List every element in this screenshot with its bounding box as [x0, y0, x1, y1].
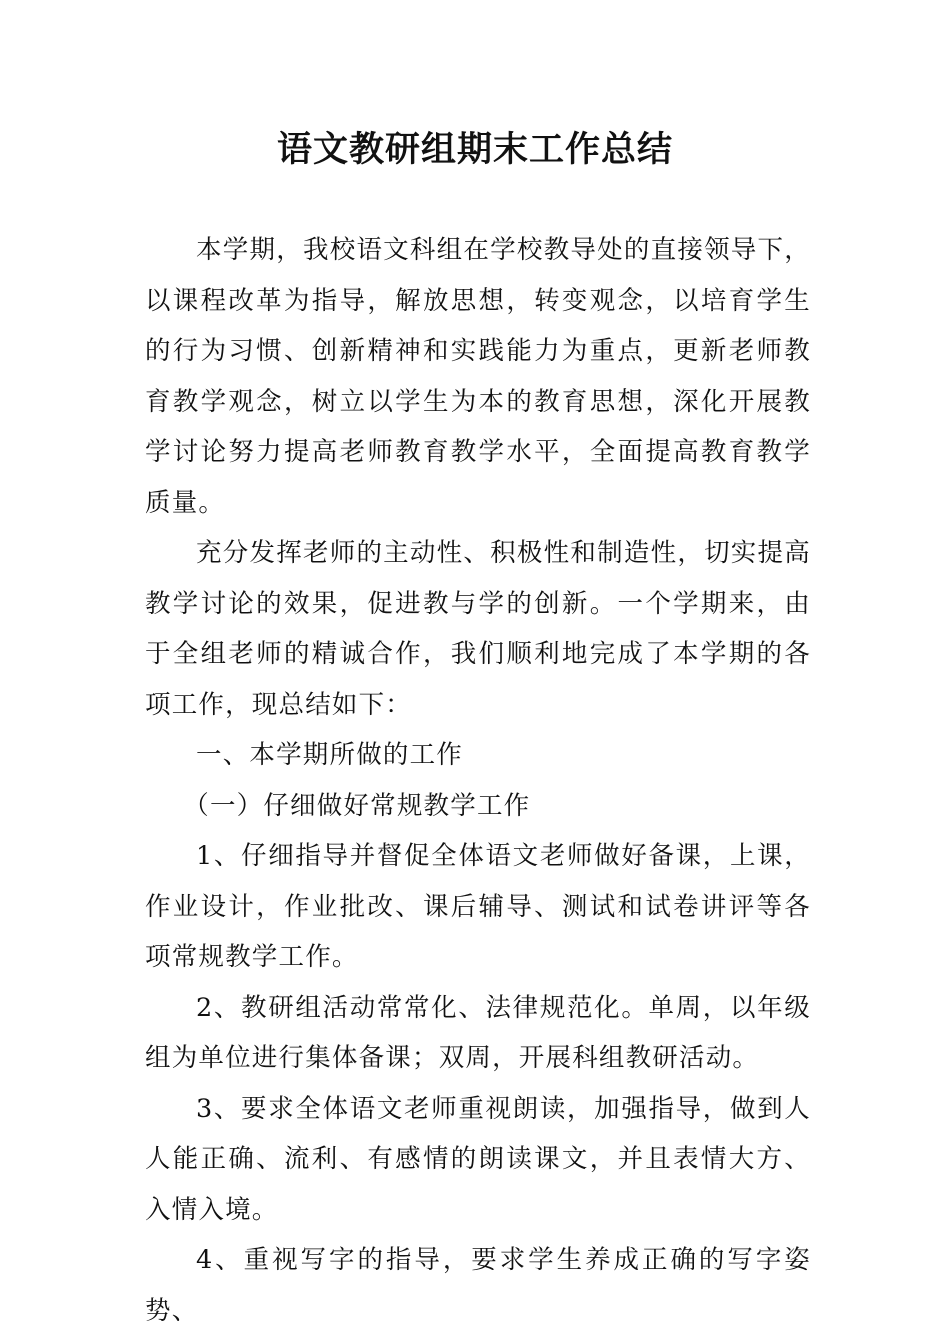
list-item-2: 2、教研组活动常常化、法律规范化。单周，以年级组为单位进行集体备课；双周，开展科组教研活动。: [145, 992, 811, 1073]
section-heading-1: 一、本学期所做的工作: [196, 740, 464, 770]
list-item-3: 3、要求全体语文老师重视朗读，加强指导，做到人人能正确、流利、有感情的朗读课文，并且表情大方、入情入境。: [145, 1093, 811, 1225]
subsection-heading-1: （一）仔细做好常规教学工作: [183, 790, 531, 821]
document-body: [145, 225, 811, 1336]
paragraph-summary-lead: 充分发挥老师的主动性、积极性和制造性，切实提高教学讨论的效果，促进教与学的创新。一个学期来，由于全组老师的精诚合作，我们顺利地完成了本学期的各项工作，现总结如下：: [145, 538, 811, 720]
list-item-1: 1、仔细指导并督促全体语文老师做好备课，上课，作业设计，作业批改、课后辅导、测试和试卷讲评等各项常规教学工作。: [145, 841, 811, 972]
paragraph-intro: 本学期，我校语文科组在学校教导处的直接领导下，以课程改革为指导，解放思想，转变观念，以培育学生的行为习惯、创新精神和实践能力为重点，更新老师教育教学观念，树立以学生为本的教育思想，深化开展教学讨论努力提高老师教育教学水平，全面提高教育教学质量。: [145, 235, 811, 518]
document-title: 语文教研组期末工作总结: [276, 130, 673, 170]
list-item-4: 4、重视写字的指导，要求学生养成正确的写字姿势、: [145, 1245, 811, 1326]
